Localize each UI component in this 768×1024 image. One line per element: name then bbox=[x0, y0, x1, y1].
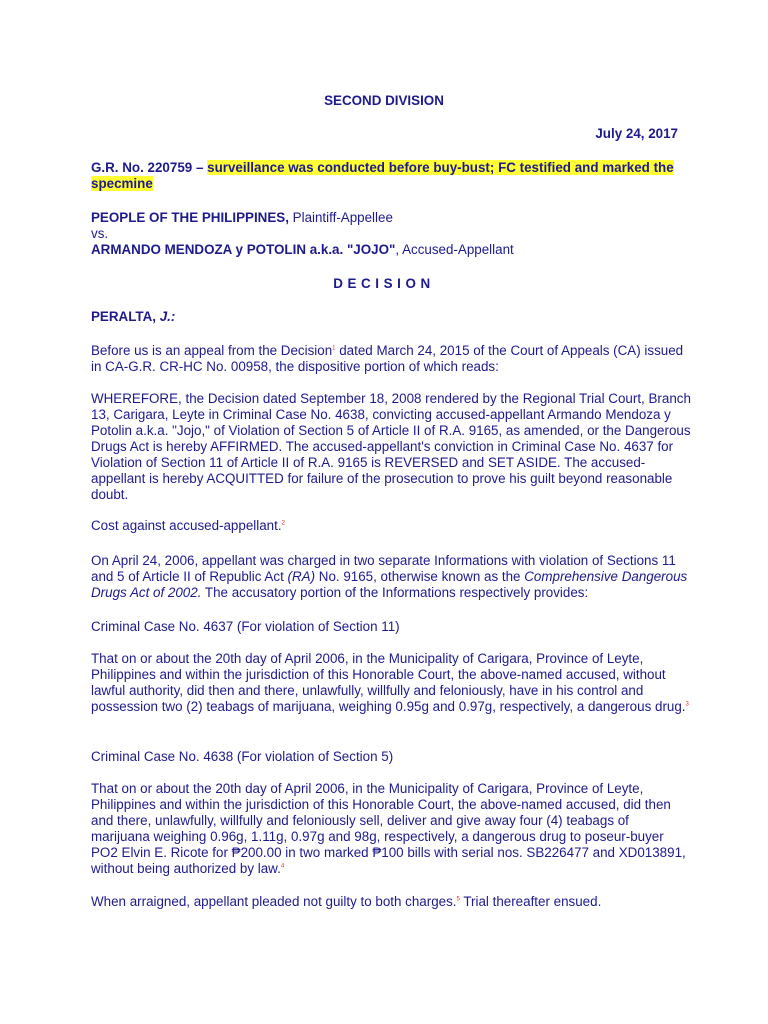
date-text: July 24, 2017 bbox=[595, 126, 678, 141]
case-number-line bbox=[91, 160, 691, 192]
cost-text: Cost against accused-appellant. bbox=[91, 518, 282, 533]
ponente-name: PERALTA, bbox=[91, 309, 156, 324]
parties-block bbox=[91, 210, 691, 258]
footnote-link-3[interactable]: 3 bbox=[685, 701, 689, 708]
case-4637-text: Criminal Case No. 4637 (For violation of Section 11) bbox=[91, 619, 400, 634]
plaintiff-line bbox=[91, 210, 691, 226]
paragraph-dispositive bbox=[91, 391, 691, 503]
intro-text-a: Before us is an appeal from the Decision bbox=[91, 343, 333, 358]
charges-act-name: Comprehensive Dangerous Drugs Act of 2002. bbox=[91, 569, 688, 600]
paragraph-arraignment bbox=[91, 894, 691, 910]
plaintiff-role: Plaintiff-Appellee bbox=[292, 210, 393, 225]
case-4638-text: Criminal Case No. 4638 (For violation of Section 5) bbox=[91, 749, 394, 764]
ponente-suffix: J.: bbox=[159, 309, 176, 324]
case-4637-heading bbox=[91, 619, 691, 635]
paragraph-intro bbox=[91, 343, 691, 375]
dispositive-text: WHEREFORE, the Decision dated September 18, 2008 rendered by the Regional Trial Court, Branch 13, Carigara, Leyte in Criminal Case No. 4638, convicting accused-appellant Armando Mendoza y Potolin a.k.a. "Jojo," of Violation of Section 5 of Article II of R.A. 9165, as amended, or the Dangerous Drugs Act is hereby AFFIRMED. The accused-appellant's conviction in Criminal Case No. 4637 for Violation of Section 11 of Article II of R.A. 9165 is REVERSED and SET ASIDE. The accused-appellant is hereby ACQUITTED for failure of the prosecution to prove his guilt beyond reasonable doubt. bbox=[91, 391, 691, 502]
intro-text-b: dated March 24, 2015 of the Court of Appeals (CA) issued in CA-G.R. CR-HC No. 00958, the dispositive portion of which reads: bbox=[91, 343, 684, 374]
paragraph-case-4638 bbox=[91, 781, 691, 877]
accused-line bbox=[91, 242, 691, 258]
ponente-line bbox=[91, 309, 691, 325]
footnote-link-1[interactable]: 1 bbox=[332, 345, 336, 352]
accused-name: ARMANDO MENDOZA y POTOLIN a.k.a. "JOJO" bbox=[91, 242, 396, 257]
charges-ra: (RA) bbox=[287, 569, 316, 584]
plaintiff-name: PEOPLE OF THE PHILIPPINES, bbox=[91, 210, 289, 225]
charges-text-a: On April 24, 2006, appellant was charged in two separate Informations with violation of Sections 11 and 5 of Article II of Republic Act bbox=[91, 553, 676, 584]
paragraph-charges bbox=[91, 553, 691, 601]
arraignment-text-a: When arraigned, appellant pleaded not guilty to both charges. bbox=[91, 894, 457, 909]
decision-date bbox=[0, 126, 678, 142]
division-heading bbox=[0, 93, 768, 109]
paragraph-case-4637 bbox=[91, 651, 691, 715]
arraignment-text-b: Trial thereafter ensued. bbox=[459, 894, 602, 909]
accused-role: , Accused-Appellant bbox=[395, 242, 514, 257]
gr-number: G.R. No. 220759 – bbox=[91, 160, 204, 175]
charges-text-b: No. 9165, otherwise known as the bbox=[315, 569, 525, 584]
charges-text-c: The accusatory portion of the Informations respectively provides: bbox=[201, 585, 589, 600]
case-4637-body: That on or about the 20th day of April 2006, in the Municipality of Carigara, Province of Leyte, Philippines and within the jurisdiction of this Honorable Court, the above-named accused, without lawful authority, did then and there, unlawfully, willfully and feloniously, have in his control and possession two (2) teabags of marijuana, weighing 0.95g and 0.97g, respectively, a dangerous drug. bbox=[91, 651, 686, 714]
footnote-link-4[interactable]: 4 bbox=[280, 863, 285, 870]
decision-title: DECISION bbox=[333, 276, 435, 291]
decision-heading bbox=[0, 276, 768, 292]
footnote-link-5[interactable]: 5 bbox=[456, 896, 460, 903]
paragraph-cost bbox=[91, 518, 691, 534]
case-4638-body: That on or about the 20th day of April 2006, in the Municipality of Carigara, Province of Leyte, Philippines and within the jurisdiction of this Honorable Court, the above-named accused, did then and there, unlawfully, willfully and feloniously sell, deliver and give away four (4) teabags of marijuana weighing 0.96g, 1.11g, 0.97g and 98g, respectively, a dangerous drug to poseur-buyer PO2 Elvin E. Ricote for ₱200.00 in two marked ₱100 bills with serial nos. SB226477 and XD013891, without being authorized by law. bbox=[91, 781, 686, 876]
highlighted-summary: surveillance was conducted before buy-bust; FC testified and marked the specmine bbox=[91, 160, 674, 191]
case-4638-heading bbox=[91, 749, 691, 765]
division-text: SECOND DIVISION bbox=[324, 93, 444, 108]
versus-text: vs. bbox=[91, 226, 109, 241]
footnote-link-2[interactable]: 2 bbox=[281, 520, 285, 527]
